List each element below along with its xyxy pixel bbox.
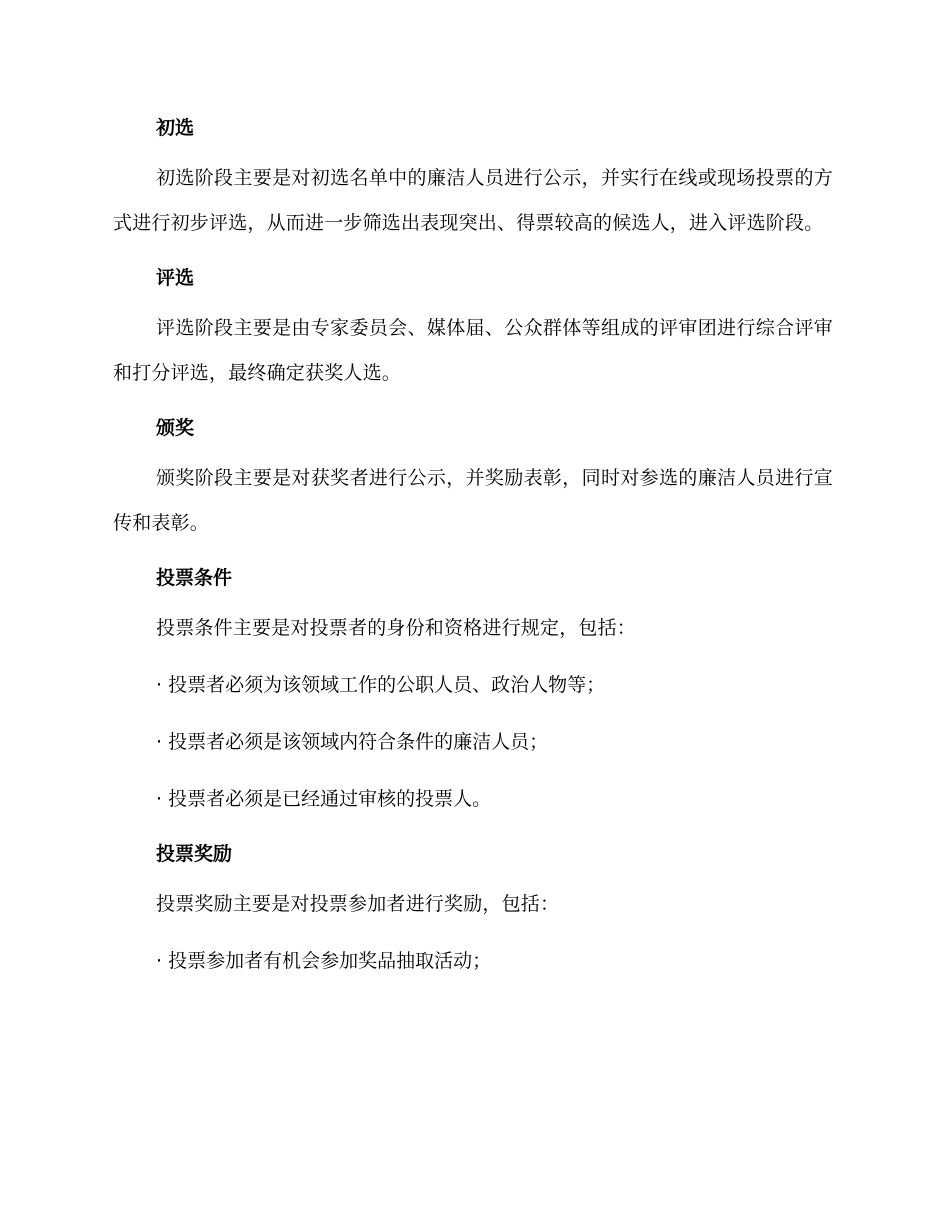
list-item: · 投票者必须是已经通过审核的投票人。 [156,788,492,810]
section-paragraph-pingxuan: 评选阶段主要是由专家委员会、媒体届、公众群体等组成的评审团进行综合评审和打分评选，最终确定获奖人选。 [113,317,833,384]
section-heading-banjiang: 颁奖 [156,417,195,439]
section-heading-chuxuan: 初选 [156,117,195,139]
section-paragraph-voting-rewards: 投票奖励主要是对投票参加者进行奖励，包括： [156,893,560,915]
section-paragraph-chuxuan: 初选阶段主要是对初选名单中的廉洁人员进行公示，并实行在线或现场投票的方式进行初步评选，从而进一步筛选出表现突出、得票较高的候选人，进入评选阶段。 [113,167,833,234]
section-paragraph-voting-conditions: 投票条件主要是对投票者的身份和资格进行规定，包括： [156,617,637,639]
section-heading-voting-conditions: 投票条件 [156,567,233,589]
section-heading-pingxuan: 评选 [156,267,195,289]
list-item: · 投票参加者有机会参加奖品抽取活动； [156,950,492,972]
list-item: · 投票者必须为该领域工作的公职人员、政治人物等； [156,674,606,696]
list-item: · 投票者必须是该领域内符合条件的廉洁人员； [156,731,549,753]
document-body [113,108,833,996]
section-paragraph-banjiang: 颁奖阶段主要是对获奖者进行公示，并奖励表彰，同时对参选的廉洁人员进行宣传和表彰。 [113,467,833,534]
section-heading-voting-rewards: 投票奖励 [156,843,233,865]
